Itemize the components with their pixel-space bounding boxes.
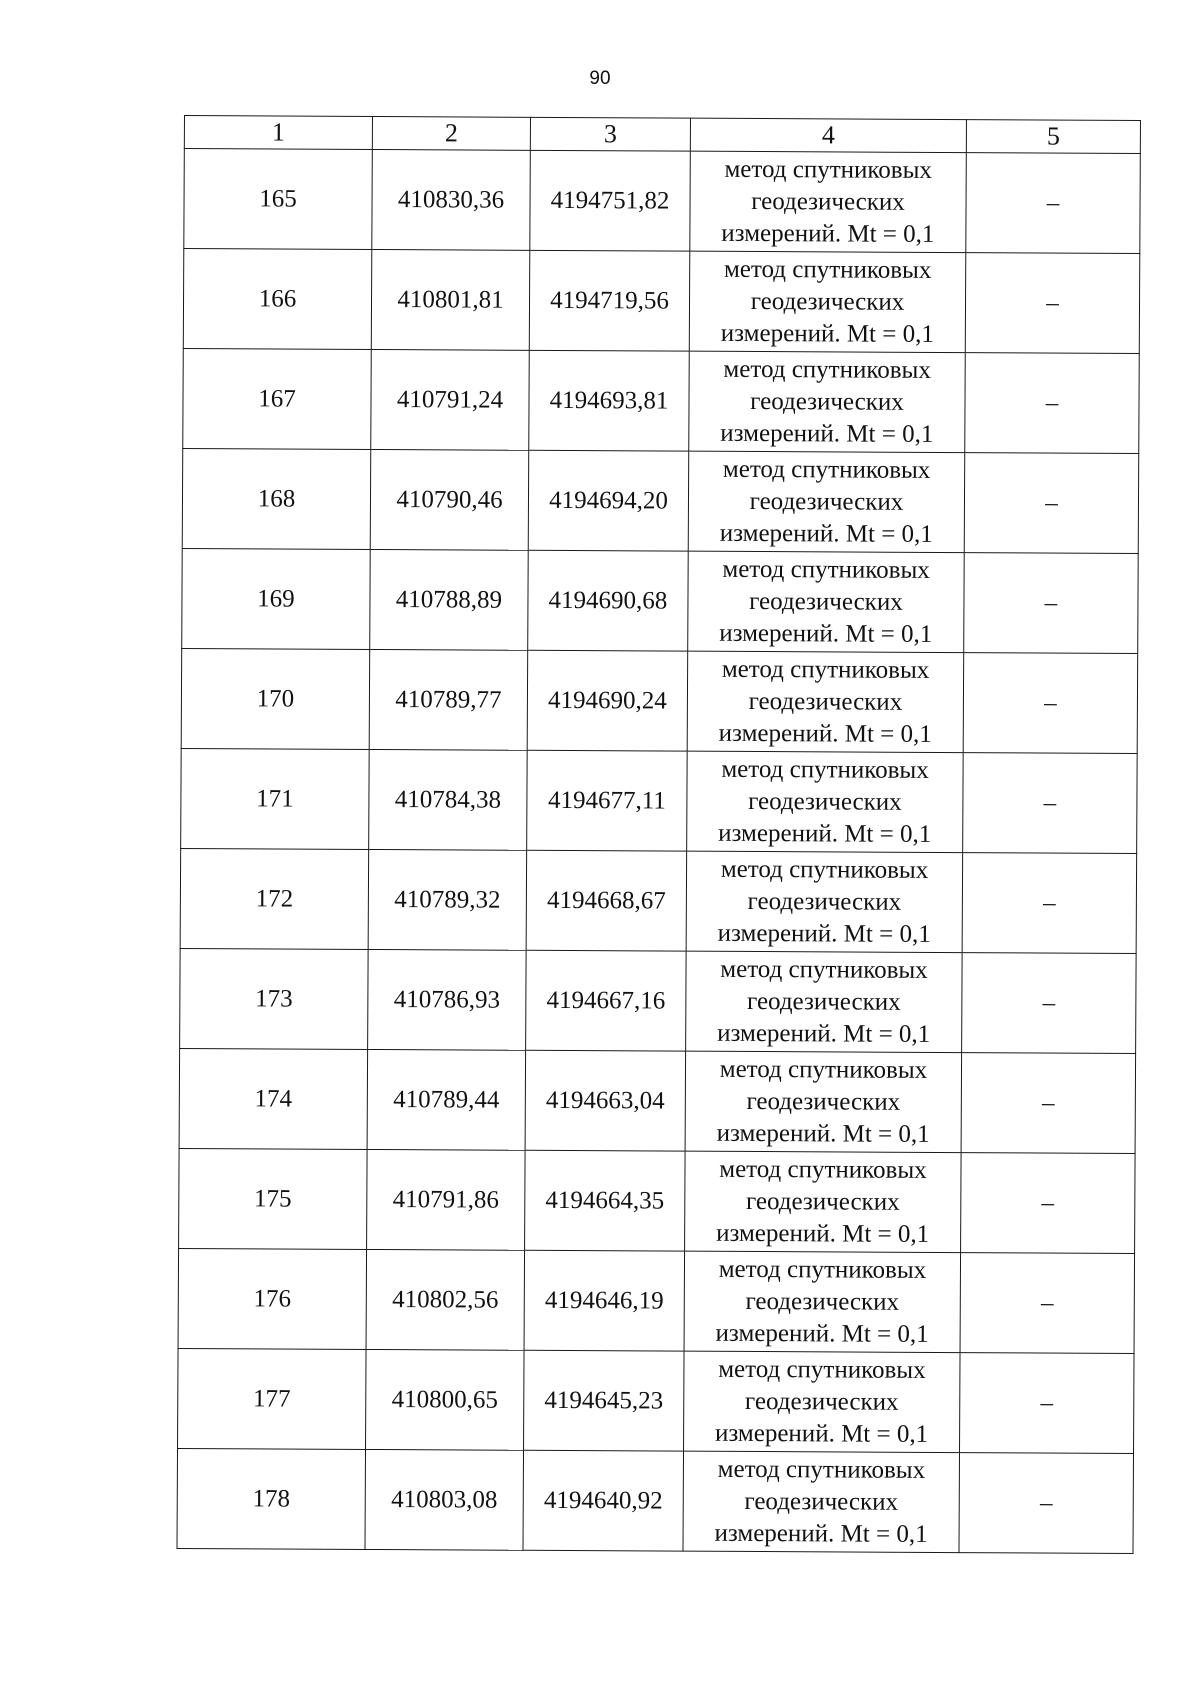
method-cell	[689, 351, 966, 452]
point-number-cell: 166	[183, 249, 372, 350]
table-row	[178, 1248, 1135, 1353]
point-number-cell: 176	[178, 1248, 367, 1349]
y-coordinate-cell: 4194640,92	[523, 1450, 684, 1551]
point-number-cell: 173	[180, 948, 369, 1049]
x-coordinate-cell: 410802,56	[366, 1249, 525, 1350]
note-cell: –	[964, 453, 1139, 554]
column-header: 1	[184, 116, 372, 150]
method-cell	[685, 1051, 962, 1152]
table-row	[180, 948, 1137, 1053]
method-cell	[684, 1351, 961, 1452]
point-number-cell: 165	[184, 149, 373, 250]
y-coordinate-cell: 4194690,68	[528, 550, 689, 651]
method-line: измерений. Mt = 0,1	[717, 1019, 931, 1048]
point-number-cell: 171	[181, 748, 370, 849]
y-coordinate-cell: 4194751,82	[530, 150, 691, 251]
method-line: метод спутниковых	[719, 1055, 928, 1084]
x-coordinate-cell: 410830,36	[372, 149, 531, 250]
method-line: метод спутниковых	[717, 1455, 926, 1484]
method-line: геодезических	[751, 187, 905, 216]
method-line: геодезических	[750, 387, 904, 416]
method-line: метод спутниковых	[722, 455, 931, 484]
page-number: 90	[589, 68, 611, 89]
method-line: метод спутниковых	[723, 355, 931, 384]
y-coordinate-cell: 4194668,67	[526, 850, 687, 951]
x-coordinate-cell: 410801,81	[371, 249, 530, 350]
note-cell: –	[961, 1053, 1136, 1154]
method-line: геодезических	[744, 1487, 899, 1516]
method-line: геодезических	[747, 987, 901, 1016]
method-line: измерений. Mt = 0,1	[714, 1419, 929, 1448]
y-coordinate-cell: 4194690,24	[527, 650, 688, 751]
method-line: метод спутниковых	[724, 155, 932, 184]
point-number-cell: 169	[182, 548, 371, 649]
y-coordinate-cell: 4194664,35	[525, 1150, 686, 1251]
method-line: измерений. Mt = 0,1	[718, 719, 932, 748]
column-header: 4	[690, 118, 966, 152]
method-line: метод спутниковых	[718, 1255, 927, 1284]
point-number-cell: 172	[180, 848, 369, 949]
method-line: геодезических	[749, 587, 903, 616]
column-header: 5	[966, 120, 1140, 154]
point-number-cell: 177	[178, 1348, 367, 1449]
x-coordinate-cell: 410800,65	[366, 1349, 525, 1450]
x-coordinate-cell: 410789,44	[367, 1049, 526, 1150]
y-coordinate-cell: 4194719,56	[529, 250, 690, 351]
method-cell	[688, 551, 965, 652]
y-coordinate-cell: 4194667,16	[526, 950, 687, 1051]
method-cell	[688, 451, 965, 552]
y-coordinate-cell: 4194663,04	[525, 1050, 686, 1151]
coordinates-table	[176, 115, 1140, 1554]
method-line: измерений. Mt = 0,1	[721, 219, 935, 248]
y-coordinate-cell: 4194645,23	[524, 1350, 685, 1451]
method-line: метод спутниковых	[721, 655, 930, 684]
table-row	[179, 1148, 1136, 1253]
method-line: геодезических	[750, 287, 905, 316]
table-body	[177, 116, 1140, 1554]
note-cell: –	[965, 353, 1140, 454]
note-cell: –	[963, 753, 1138, 854]
note-cell: –	[962, 953, 1137, 1054]
x-coordinate-cell: 410789,77	[369, 649, 528, 750]
method-line: метод спутниковых	[719, 1155, 927, 1184]
method-line: геодезических	[747, 887, 902, 916]
method-line: измерений. Mt = 0,1	[714, 1519, 928, 1548]
y-coordinate-cell: 4194677,11	[527, 750, 688, 851]
method-line: измерений. Mt = 0,1	[719, 519, 933, 548]
x-coordinate-cell: 410788,89	[370, 549, 529, 650]
method-cell	[687, 651, 964, 752]
method-line: геодезических	[746, 1087, 901, 1116]
note-cell: –	[959, 1453, 1134, 1554]
method-line: измерений. Mt = 0,1	[717, 919, 931, 948]
y-coordinate-cell: 4194646,19	[524, 1250, 685, 1351]
table-row	[180, 848, 1137, 953]
y-coordinate-cell: 4194693,81	[529, 350, 690, 451]
table-row	[182, 448, 1139, 553]
table-row	[183, 249, 1140, 354]
table-header-row	[184, 116, 1140, 154]
method-cell	[689, 251, 966, 352]
x-coordinate-cell: 410786,93	[368, 949, 527, 1050]
note-cell: –	[966, 153, 1141, 254]
x-coordinate-cell: 410784,38	[369, 749, 528, 850]
column-header: 3	[530, 117, 690, 151]
table-row	[184, 149, 1141, 254]
table-row	[177, 1448, 1134, 1553]
x-coordinate-cell: 410803,08	[365, 1449, 524, 1550]
x-coordinate-cell: 410791,86	[367, 1149, 526, 1250]
note-cell: –	[964, 553, 1139, 654]
method-cell	[687, 751, 964, 852]
method-line: геодезических	[744, 1387, 899, 1416]
method-line: метод спутниковых	[720, 955, 928, 984]
point-number-cell: 167	[183, 348, 372, 449]
point-number-cell: 168	[182, 448, 371, 549]
method-cell	[685, 1151, 962, 1252]
method-line: измерений. Mt = 0,1	[720, 419, 934, 448]
method-line: измерений. Mt = 0,1	[720, 319, 934, 348]
note-cell: –	[960, 1353, 1135, 1454]
method-line: измерений. Mt = 0,1	[716, 1119, 930, 1148]
x-coordinate-cell: 410790,46	[370, 449, 529, 550]
method-cell	[686, 851, 963, 952]
point-number-cell: 170	[181, 648, 370, 749]
method-cell	[690, 151, 967, 252]
method-line: геодезических	[748, 687, 903, 716]
method-line: метод спутниковых	[720, 855, 929, 884]
note-cell: –	[962, 853, 1137, 954]
method-line: метод спутниковых	[723, 255, 932, 284]
method-line: метод спутниковых	[718, 1355, 926, 1384]
method-line: измерений. Mt = 0,1	[719, 619, 933, 648]
method-line: геодезических	[745, 1187, 900, 1216]
point-number-cell: 175	[179, 1148, 368, 1249]
y-coordinate-cell: 4194694,20	[528, 450, 689, 551]
note-cell: –	[963, 653, 1138, 754]
point-number-cell: 178	[177, 1448, 366, 1549]
method-cell	[686, 951, 963, 1052]
table-row	[179, 1048, 1136, 1153]
table-row	[181, 648, 1138, 753]
method-line: геодезических	[748, 787, 902, 816]
method-line: геодезических	[745, 1287, 900, 1316]
note-cell: –	[960, 1253, 1135, 1354]
table-row	[183, 348, 1140, 453]
x-coordinate-cell: 410789,32	[368, 849, 527, 950]
column-header: 2	[372, 116, 530, 150]
method-line: измерений. Mt = 0,1	[715, 1319, 929, 1348]
method-line: геодезических	[749, 487, 904, 516]
method-line: метод спутниковых	[722, 555, 930, 584]
x-coordinate-cell: 410791,24	[371, 349, 530, 450]
point-number-cell: 174	[179, 1048, 368, 1149]
method-line: метод спутниковых	[721, 755, 929, 784]
method-line: измерений. Mt = 0,1	[716, 1219, 930, 1248]
method-cell	[684, 1251, 961, 1352]
method-line: измерений. Mt = 0,1	[718, 819, 932, 848]
table-row	[182, 548, 1139, 653]
method-cell	[683, 1451, 960, 1552]
table-row	[181, 748, 1138, 853]
note-cell: –	[961, 1153, 1136, 1254]
note-cell: –	[965, 253, 1140, 354]
table-row	[178, 1348, 1135, 1453]
